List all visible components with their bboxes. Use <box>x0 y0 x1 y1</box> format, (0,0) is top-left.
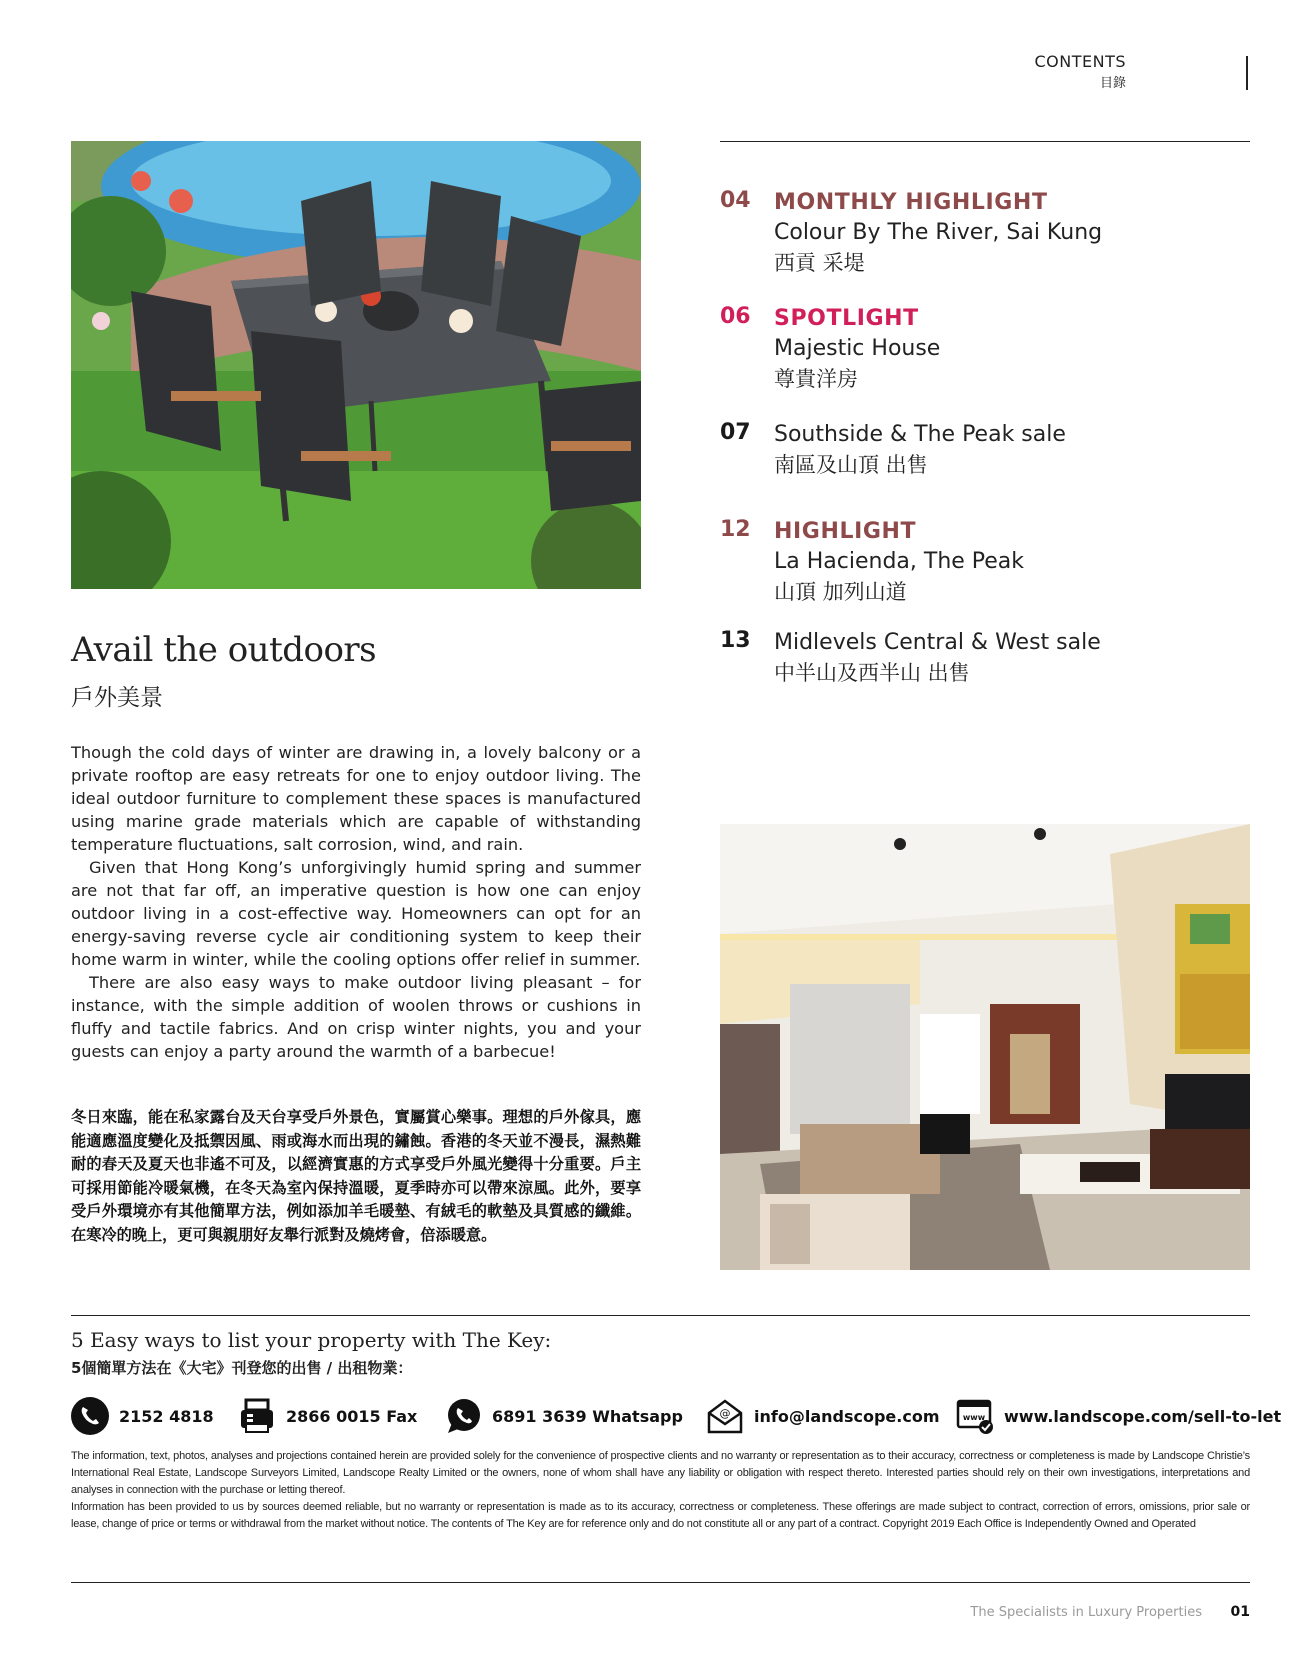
svg-text:@: @ <box>719 1407 731 1420</box>
article-paragraph: Given that Hong Kong’s unforgivingly humid spring and summer are not that far off, an imperative question is how one can enjoy outdoor living in a cost-effective way. Homeowners can opt for an energy-saving reverse cycle air conditioning system to keep their home warm in winter, while the cooling options offer relief in summer. <box>71 858 641 969</box>
contact-website[interactable] <box>956 1396 1281 1436</box>
toc-title-zh: 南區及山頂 出售 <box>774 453 928 477</box>
toc-title: Midlevels Central & West sale <box>774 630 1101 655</box>
contact-email[interactable] <box>706 1396 939 1436</box>
contact-whatsapp[interactable] <box>444 1396 683 1436</box>
svg-text:www: www <box>962 1413 986 1422</box>
toc-top-rule <box>720 141 1250 142</box>
toc-heading: MONTHLY HIGHLIGHT <box>774 190 1048 215</box>
toc-page-number: 13 <box>720 628 751 653</box>
toc-entry[interactable] <box>720 304 1260 394</box>
article-title-zh: 戶外美景 <box>71 685 163 711</box>
article-paragraph-zh: 冬日來臨，能在私家露台及天台享受戶外景色，實屬賞心樂事。理想的戶外傢具，應能適應溫度變化及抵禦因風、雨或海水而出現的鏽蝕。香港的冬天並不漫長，濕熱難耐的春天及夏天也非遙不可及，以經濟實惠的方式享受戶外風光變得十分重要。戶主可採用節能冷暖氣機，在冬天為室內保持溫暖，夏季時亦可以帶來涼風。此外，要享受戶外環境亦有其他簡單方法，例如添加羊毛暖墊、有絨毛的軟墊及具質感的纖維。在寒冷的晚上，更可與親朋好友舉行派對及燒烤會，倍添暖意。 <box>71 1108 641 1244</box>
section-title: CONTENTS <box>1034 52 1126 71</box>
contact-fax[interactable] <box>238 1396 417 1436</box>
whatsapp-icon <box>444 1397 482 1435</box>
toc-title: Colour By The River, Sai Kung <box>774 220 1103 245</box>
toc-page-number: 04 <box>720 188 751 213</box>
toc-page-number: 07 <box>720 420 751 445</box>
toc-heading: SPOTLIGHT <box>774 306 919 331</box>
toc-title-zh: 尊貴洋房 <box>774 367 858 391</box>
section-divider <box>71 1315 1250 1316</box>
disclaimer-paragraph: Information has been provided to us by sources deemed reliable, but no warranty or representation is made as to its accuracy, correctness or completeness. These offerings are made subject to contract, correction of errors, omissions, prior sale or lease, change of price or terms or withdrawal from the market without notice. The contents of The Key are for reference only and do not constitute all or any part of a contract. Copyright 2019 Each Office is Independently Owned and Operated <box>71 1501 1250 1530</box>
contact-phone[interactable] <box>71 1396 214 1436</box>
toc-entry[interactable] <box>720 420 1260 480</box>
toc-title-zh: 西貢 采堤 <box>774 251 865 275</box>
contact-text: 2152 4818 <box>119 1406 214 1426</box>
phone-icon <box>71 1397 109 1435</box>
toc-title-zh: 山頂 加列山道 <box>774 580 907 604</box>
living-room-photo <box>720 824 1250 1270</box>
contact-text: info@landscope.com <box>754 1406 940 1426</box>
page-number: 01 <box>1230 1604 1250 1620</box>
toc-entry[interactable] <box>720 188 1260 278</box>
outdoor-furniture-photo <box>71 141 641 589</box>
listing-title: 5 Easy ways to list your property with The Key: <box>71 1328 552 1352</box>
listing-title-zh: 5個簡單方法在《大宅》刊登您的出售 / 出租物業： <box>71 1359 413 1377</box>
header-divider <box>1246 56 1248 90</box>
toc-heading: HIGHLIGHT <box>774 519 917 544</box>
contact-text: www.landscope.com/sell-to-let <box>1004 1406 1282 1426</box>
article-paragraph: There are also easy ways to make outdoor living pleasant – for instance, with the simple addition of woolen throws or cushions in fluffy and tactile fabrics. And on crisp winter nights, you and your guests can enjoy a party around the warmth of a barbecue! <box>71 973 641 1061</box>
contact-text: 6891 3639 Whatsapp <box>492 1406 683 1426</box>
toc-entry[interactable] <box>720 517 1260 607</box>
article-body <box>71 741 641 1063</box>
footer-tagline: The Specialists in Luxury Properties <box>970 1605 1202 1620</box>
article-paragraph: Though the cold days of winter are drawing in, a lovely balcony or a private rooftop are easy retreats for one to enjoy outdoor living. The ideal outdoor furniture to complement these spaces is manufactured using marine grade materials which are capable of withstanding temperature fluctuations, salt corrosion, wind, and rain. <box>71 743 641 854</box>
disclaimer <box>71 1448 1250 1533</box>
email-icon <box>706 1397 744 1435</box>
toc-entry[interactable] <box>720 628 1260 688</box>
disclaimer-paragraph: The information, text, photos, analyses and projections contained herein are provided solely for the convenience of prospective clients and no warranty or representation as to their accuracy, correctness or completeness is made by Landscope Christie’s International Real Estate, Landscope Surveyors Limited, Landscope Realty Limited or the owners, none of whom shall have any liability or obligation with respect thereto. Interested parties should rely on their own investigations, interpretations and analyses in connection with the purchase or letting thereof. <box>71 1450 1250 1496</box>
toc-title: Southside & The Peak sale <box>774 422 1066 447</box>
toc-page-number: 12 <box>720 517 751 542</box>
contact-text: 2866 0015 Fax <box>286 1406 418 1426</box>
toc-title: Majestic House <box>774 336 941 361</box>
toc-title-zh: 中半山及西半山 出售 <box>774 661 970 685</box>
web-icon <box>956 1397 994 1435</box>
fax-icon <box>238 1397 276 1435</box>
article-title: Avail the outdoors <box>71 630 377 670</box>
section-title-zh: 目錄 <box>1099 76 1126 91</box>
footer-divider <box>71 1582 1250 1583</box>
toc-page-number: 06 <box>720 304 751 329</box>
toc-title: La Hacienda, The Peak <box>774 549 1025 574</box>
